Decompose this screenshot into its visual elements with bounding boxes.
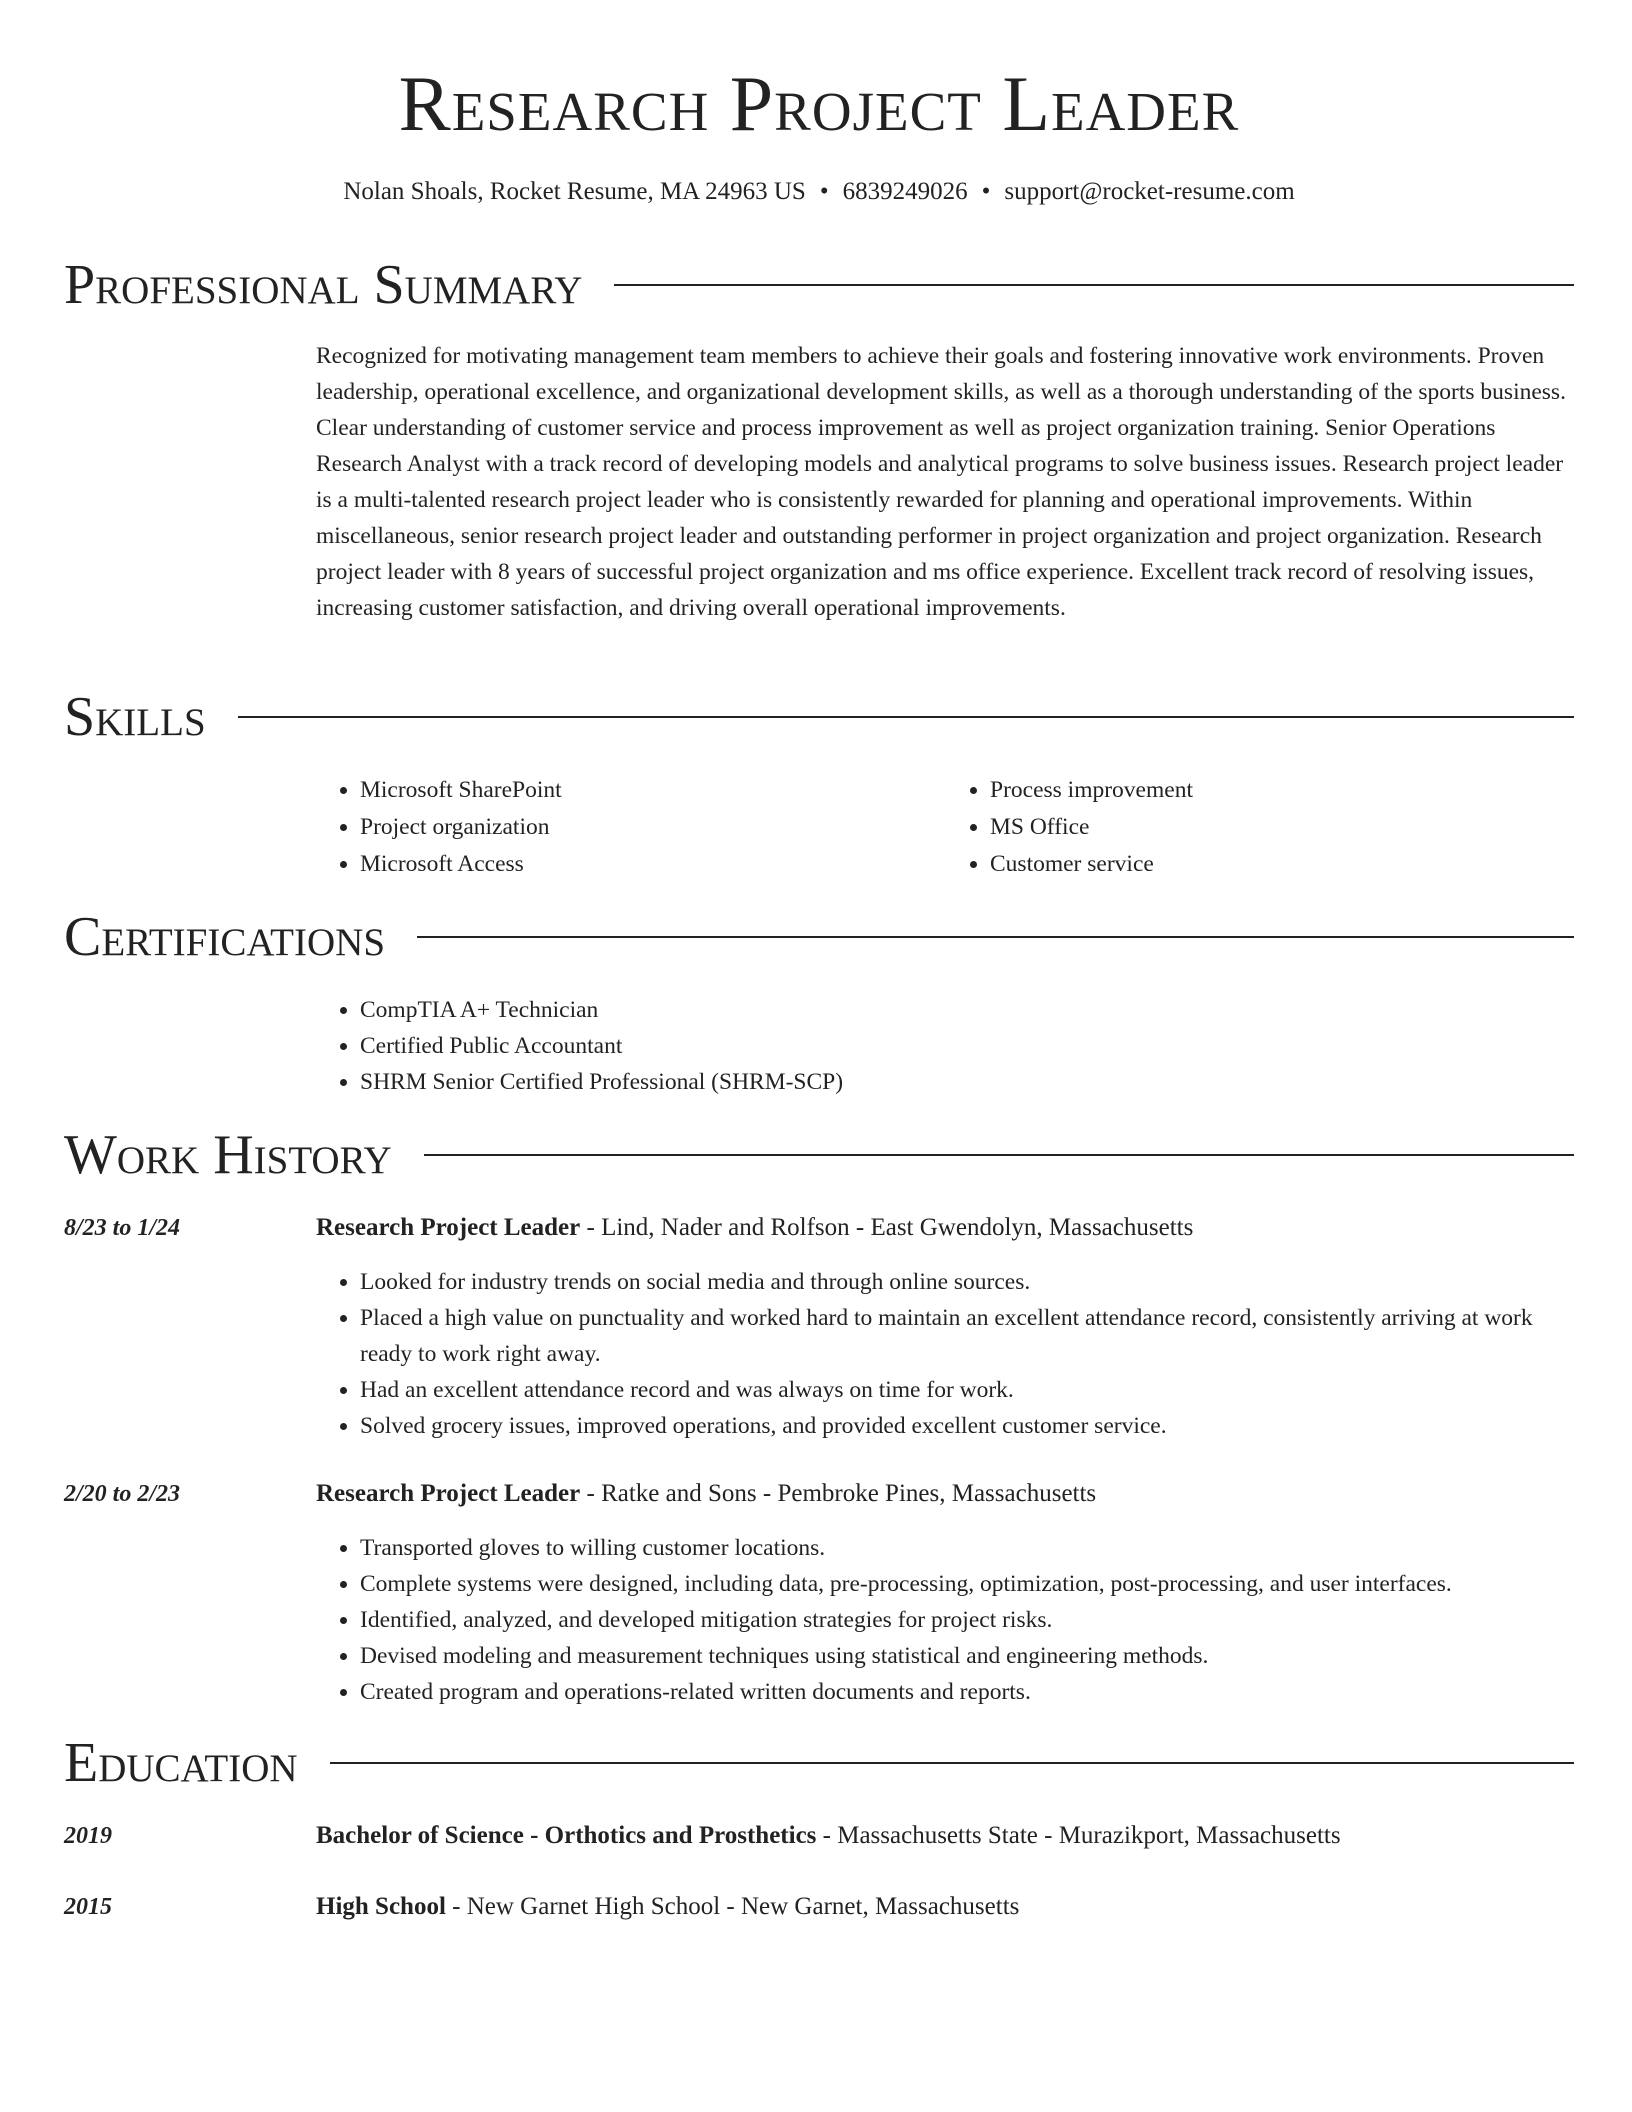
contact-phone: 6839249026: [842, 178, 968, 205]
section-divider: [238, 716, 1574, 718]
skill-item: • Project organization: [360, 809, 946, 846]
summary-paragraph: Recognized for motivating management team members to achieve their goals and fostering innovative work environments. Proven leadership, operational excellence, and organizational development skills, as well as a thorough understanding of the sports business. Clear understanding of customer service and process improvement as well as project organization training. Senior Operations Research Analyst with a track record of developing models and analytical programs to solve business issues. Research project leader is a multi-talented research project leader who is consistently rewarded for planning and operational improvements. Within miscellaneous, senior research project leader and outstanding performer in project organization and project organization. Research project leader with 8 years of successful project organization and ms office experience. Excellent track record of resolving issues, increasing customer satisfaction, and driving overall operational improvements.: [316, 343, 1566, 621]
section-title-education: Education: [64, 1732, 298, 1794]
resume-title: Research Project Leader: [398, 60, 1240, 147]
skills-list: [316, 772, 1576, 883]
certification-item: • SHRM Senior Certified Professional (SHRM-SCP): [360, 1064, 1576, 1100]
work-dates: 2/20 to 2/23: [64, 1481, 181, 1507]
contact-separator: •: [819, 178, 829, 205]
certifications-list: [316, 992, 1576, 1100]
education-school: - New Garnet High School - New Garnet, Massachusetts: [445, 1893, 1020, 1920]
work-bullet: • Created program and operations-related written documents and reports.: [360, 1674, 1576, 1710]
job-title: Research Project Leader: [316, 1480, 581, 1507]
section-divider: [424, 1154, 1574, 1156]
section-divider: [417, 936, 1574, 938]
section-header-work: [64, 1120, 1574, 1190]
job-employer: - Ratke and Sons - Pembroke Pines, Massachusetts: [580, 1480, 1097, 1507]
section-header-skills: [64, 682, 1574, 752]
work-bullet: • Transported gloves to willing customer locations.: [360, 1530, 1576, 1566]
certification-item: • Certified Public Accountant: [360, 1028, 1576, 1064]
work-bullet: • Solved grocery issues, improved operations, and provided excellent customer service.: [360, 1408, 1576, 1444]
section-header-certifications: [64, 902, 1574, 972]
contact-line: [64, 172, 1574, 212]
skill-item: • MS Office: [990, 809, 1576, 846]
section-title-skills: Skills: [64, 686, 206, 748]
job-title: Research Project Leader: [316, 1214, 581, 1241]
education-degree: High School: [316, 1893, 446, 1920]
skill-item: • Process improvement: [990, 772, 1576, 809]
certification-item: • CompTIA A+ Technician: [360, 992, 1576, 1028]
work-bullet: • Complete systems were designed, including data, pre-processing, optimization, post-processing, and user interfaces.: [360, 1566, 1576, 1602]
skill-item: • Customer service: [990, 846, 1576, 883]
education-year: 2015: [64, 1894, 112, 1920]
contact-separator: •: [981, 178, 991, 205]
section-title-certifications: Certifications: [64, 906, 386, 968]
contact-email[interactable]: support@rocket-resume.com: [1004, 178, 1295, 205]
section-title-summary: Professional Summary: [64, 254, 583, 316]
work-bullets: [316, 1530, 1576, 1710]
work-bullet: • Identified, analyzed, and developed mitigation strategies for project risks.: [360, 1602, 1576, 1638]
job-employer: - Lind, Nader and Rolfson - East Gwendolyn, Massachusetts: [580, 1214, 1194, 1241]
section-title-work: Work History: [64, 1124, 392, 1186]
section-header-summary: [64, 250, 1574, 320]
section-header-education: [64, 1728, 1574, 1798]
education-year: 2019: [64, 1823, 112, 1849]
section-divider: [330, 1762, 1574, 1764]
section-divider: [614, 284, 1574, 286]
work-title-line: [316, 1210, 1576, 1246]
contact-address: Nolan Shoals, Rocket Resume, MA 24963 US: [343, 178, 806, 205]
work-dates: 8/23 to 1/24: [64, 1215, 181, 1241]
education-degree: Bachelor of Science - Orthotics and Prosthetics: [316, 1822, 817, 1849]
education-school: - Massachusetts State - Murazikport, Massachusetts: [816, 1822, 1341, 1849]
work-bullet: • Looked for industry trends on social media and through online sources.: [360, 1264, 1576, 1300]
skill-item: • Microsoft SharePoint: [360, 772, 946, 809]
skills-column-right: [946, 772, 1576, 883]
work-title-line: [316, 1476, 1576, 1512]
education-line: [316, 1889, 1576, 1925]
skill-item: • Microsoft Access: [360, 846, 946, 883]
work-bullets: [316, 1264, 1576, 1444]
education-line: [316, 1818, 1576, 1854]
work-bullet: • Placed a high value on punctuality and worked hard to maintain an excellent attendance record, consistently arriving at work ready to work right away.: [360, 1300, 1576, 1372]
work-bullet: • Devised modeling and measurement techniques using statistical and engineering methods.: [360, 1638, 1576, 1674]
skills-column-left: [316, 772, 946, 883]
work-bullet: • Had an excellent attendance record and was always on time for work.: [360, 1372, 1576, 1408]
